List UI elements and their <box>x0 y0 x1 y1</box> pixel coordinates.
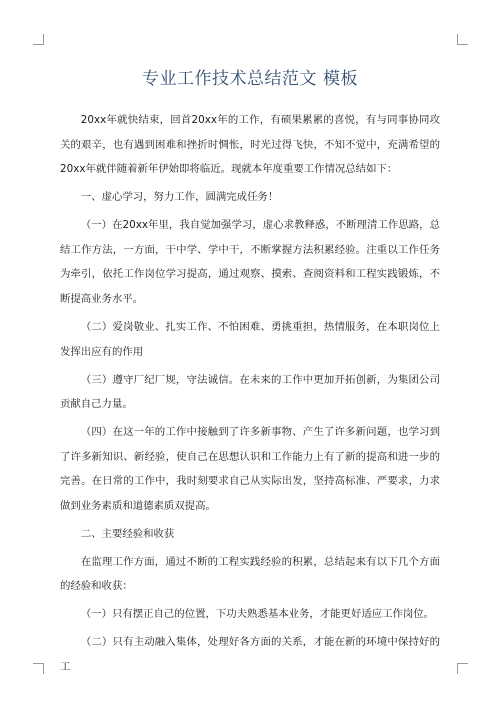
paragraph-2-intro: 在监理工作方面，通过不断的工程实践经验的积累，总结起来有以下几个方面的经验和收获： <box>60 555 440 593</box>
section-heading-2: 二、主要经验和收获 <box>80 527 175 540</box>
paragraph-1-1: （一）在20xx年里，我自觉加强学习，虚心求教释惑，不断理清工作思路，总结工作方法，一方面，干中学、学中干，不断掌握方法积累经验。注重以工作任务为牵引，依托工作岗位学习提高，通过观察、摸索、查阅资料和工程实践锻炼，不断提高业务水平。 <box>60 219 440 305</box>
paragraph-1-2: （二）爱岗敬业、扎实工作、不怕困难、勇挑重担，热情服务，在本职岗位上发挥出应有的作用 <box>60 320 440 358</box>
paragraph-2-2: （二）只有主动融入集体，处理好各方面的关系，才能在新的环境中保持好的工 <box>60 636 440 673</box>
document-title: 专业工作技术总结范文 模板 <box>142 69 358 89</box>
paragraph-2-1: （一）只有摆正自己的位置，下功夫熟悉基本业务，才能更好适应工作岗位。 <box>80 608 435 621</box>
section-heading-1: 一、虚心学习，努力工作，圆满完成任务！ <box>80 191 279 204</box>
document-body <box>60 108 440 680</box>
paragraph-1-4: （四）在这一年的工作中接触到了许多新事物、产生了许多新问题，也学习到了许多新知识、新经验，使自己在思想认识和工作能力上有了新的提高和进一步的完善。在日常的工作中，我时刻要求自己从实际出发，坚持高标准、严要求，力求做到业务素质和道德素质双提高。 <box>60 426 440 512</box>
paragraph-1-3: （三）遵守厂纪厂规，守法诚信。在未来的工作中更加开拓创新，为集团公司贡献自己力量。 <box>60 373 440 411</box>
crop-mark-bottom-right <box>457 663 468 674</box>
crop-mark-top-right <box>457 34 468 45</box>
crop-mark-bottom-left <box>33 663 44 674</box>
crop-mark-top-left <box>33 34 44 45</box>
paragraph-intro: 20xx年就快结束，回首20xx年的工作，有硕果累累的喜悦，有与同事协同攻关的艰辛，也有遇到困难和挫折时惆怅，时光过得飞快，不知不觉中，充满希望的20xx年就伴随着新年伊始即将临近。现就本年度重要工作情况总结如下： <box>60 114 440 176</box>
